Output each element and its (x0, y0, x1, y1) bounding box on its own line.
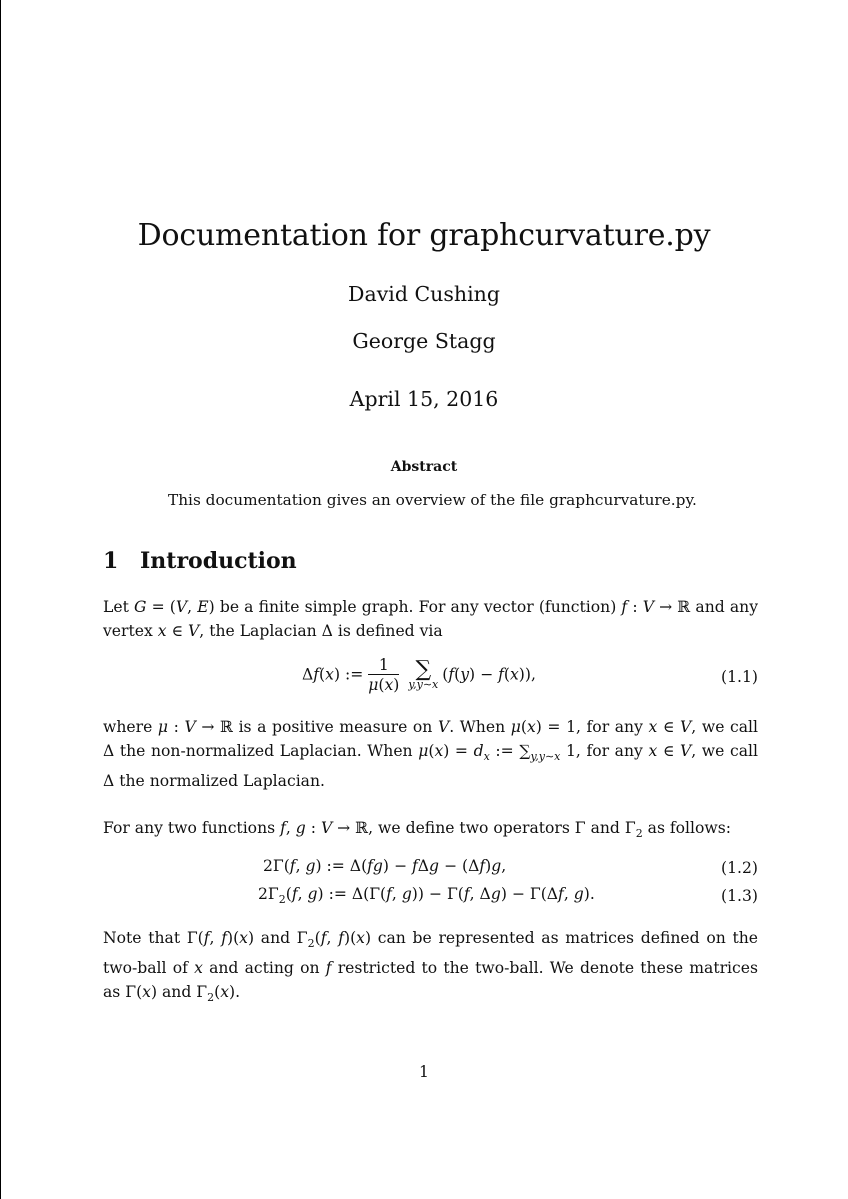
paper-title: Documentation for graphcurvature.py (137, 218, 711, 253)
equation-1-1: Δf(x) := $\frac{1}{\mu(x)}$ ∑ y,y∼x (f(y) − f(x)), (302, 656, 536, 694)
paragraph-4: Note that Γ(f, f)(x) and $\Gamma_2(f$, f)(x) can be represented as matrices defined on the two-ball of x and acting on f restricted to the two-ball. We denote these matrices as Γ(x) and $\Gamma_2(x)$. (103, 929, 759, 1005)
author-1: David Cushing (348, 282, 500, 306)
paragraph-2: where μ : V → ℝ is a positive measure on V. When μ(x) = 1, for any x ∈ V, we call Δ the non-normalized Laplacian. When $\mu(x) = d_x$ := $\sum_{y,y\sim x}$ 1, for any x ∈ V, we call Δ the normalized Laplacian. (103, 718, 759, 791)
paragraph-3: For any two functions f, g : V → ℝ, we define two operators Γ and $\Gamma_2$ as follows: (103, 819, 732, 841)
equation-1-3: $2\Gamma_2(f$, g) := Δ(Γ(f, g)) − Γ(f, Δg) − Γ(Δf, g). (258, 885, 595, 907)
page-number: 1 (419, 1063, 429, 1081)
paragraph-1: Let G = (V, E) be a finite simple graph. For any vector (function) f : V → ℝ and any vertex x ∈ V, the Laplacian Δ is defined via (103, 598, 758, 640)
page-left-border (0, 0, 1, 1199)
abstract-heading: Abstract (390, 459, 458, 475)
author-2: George Stagg (352, 329, 496, 353)
section-number: 1 (103, 548, 119, 574)
paper-date: April 15, 2016 (349, 387, 499, 411)
section-title: Introduction (140, 548, 297, 574)
equation-number-1-3: (1.3) (721, 887, 758, 905)
equation-number-1-1: (1.1) (721, 668, 758, 686)
equation-number-1-2: (1.2) (721, 859, 758, 877)
section-heading (103, 548, 297, 574)
abstract-text: This documentation gives an overview of the file graphcurvature.py. (168, 491, 697, 509)
equation-1-2: 2Γ(f, g) := Δ(fg) − fΔg − (Δf)g, (258, 857, 507, 875)
